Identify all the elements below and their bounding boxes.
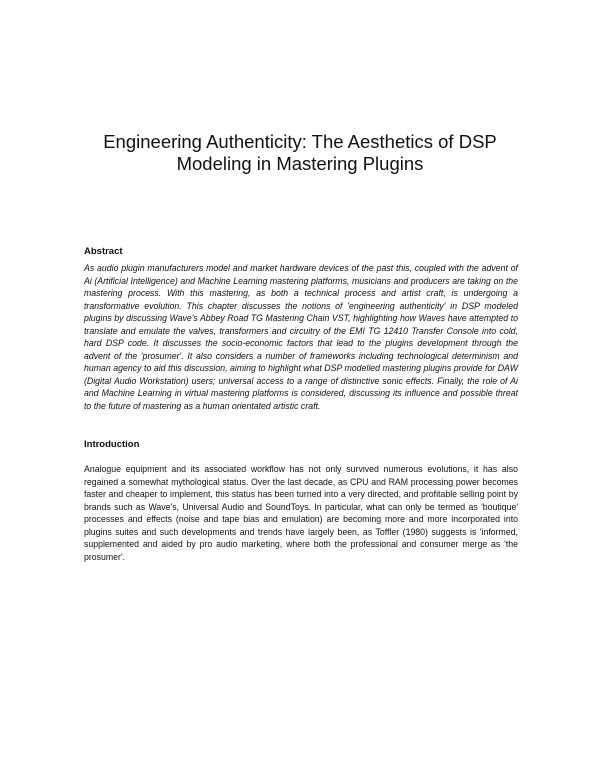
abstract-text: As audio plugin manufacturers model and market hardware devices of the past this, coupled with the advent of Ai (Artificial Intelligence) and Machine Learning mastering platforms, musicians and producers are taking on the mastering process. With this mastering, as both a technical process and artist craft, is undergoing a transformative evolution. This chapter discusses the notions of 'engineering authenticity' in DSP modeled plugins by discussing Wave's Abbey Road TG Mastering Chain VST, highlighting how Waves have attempted to translate and emulate the valves, transformers and circuitry of the EMI TG 12410 Transfer Console into cold, hard DSP code. It discusses the socio-economic factors that lead to the plugins development through the advent of the 'prosumer'. It also considers a number of frameworks including technological determinism and human agency to aid this discussion, aiming to highlight what DSP modelled mastering plugins provide for DAW (Digital Audio Workstation) users; universal access to a range of distinctive sonic effects. Finally, the role of Ai and Machine Learning in virtual mastering platforms is considered, discussing its influence and possible threat to the future of mastering as a human orientated artistic craft.	[84, 263, 518, 411]
paper-title-line-2: Modeling in Mastering Plugins	[176, 153, 424, 174]
abstract-heading: Abstract	[84, 246, 123, 257]
paper-title-line-1: Engineering Authenticity: The Aesthetics of DSP	[103, 131, 497, 152]
introduction-text: Analogue equipment and its associated workflow has not only survived numerous evolutions, it has also regained a somewhat mythological status. Over the last decade, as CPU and RAM processing power becomes faster and cheaper to implement, this status has been turned into a very directed, and profitable selling point by brands such as Wave's, Universal Audio and SoundToys. In particular, what can only be termed as 'boutique' processes and effects (noise and tape bias and emulation) are becoming more and more incorporated into plugins suites and such developments and trends have largely been, as Toffler (1980) suggests is 'informed, supplemented and aided by pro audio marketing, where both the professional and consumer merge as 'the prosumer'.	[84, 464, 518, 562]
paper-title	[60, 131, 540, 175]
introduction-heading: Introduction	[84, 439, 140, 450]
